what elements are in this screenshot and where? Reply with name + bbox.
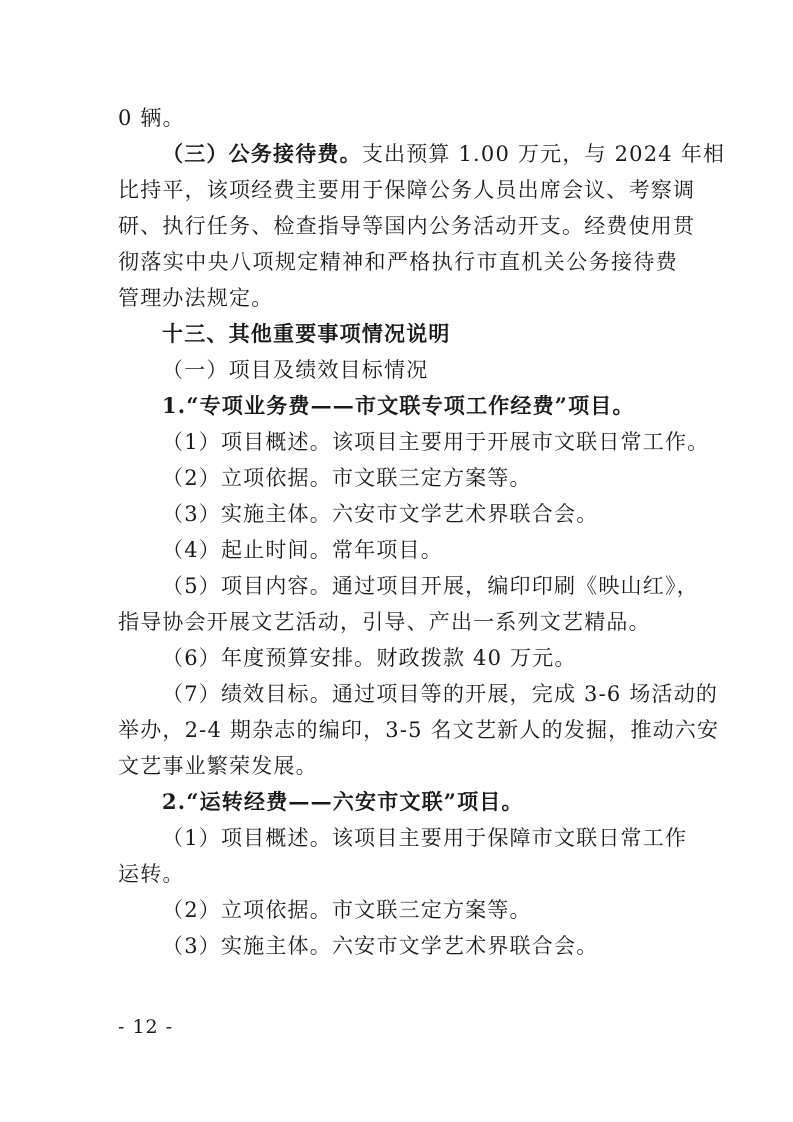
paragraph-reception-fee — [118, 136, 726, 316]
list-item: （3）实施主体。六安市文学艺术界联合会。 — [162, 502, 599, 526]
list-item — [118, 568, 699, 640]
list-item — [118, 676, 720, 784]
list-item: （2）立项依据。市文联三定方案等。 — [162, 466, 532, 490]
list-item: （3）实施主体。六安市文学艺术界联合会。 — [162, 934, 599, 958]
paragraph-line: 比持平，该项经费主要用于保障公务人员出席会议、考察调 — [118, 178, 696, 202]
paragraph-line: （7）绩效目标。通过项目等的开展，完成 3-6 场活动的 — [162, 682, 719, 706]
list-item: （1）项目概述。该项目主要用于开展市文联日常工作。 — [162, 430, 710, 454]
section-lead: （三）公务接待费。 — [162, 141, 362, 166]
paragraph-text: 支出预算 1.00 万元，与 2024 年相 — [361, 142, 726, 166]
paragraph-line: （1）项目概述。该项目主要用于保障市文联日常工作 — [162, 826, 688, 850]
paragraph-line: 运转。 — [118, 862, 185, 886]
paragraph-line: 管理办法规定。 — [118, 286, 274, 310]
paragraph-line: 研、执行任务、检查指导等国内公务活动开支。经费使用贯 — [118, 214, 696, 238]
project-heading: 2.“运转经费——六安市文联”项目。 — [162, 789, 524, 814]
subsection-heading: （一）项目及绩效目标情况 — [162, 358, 429, 382]
paragraph-line: 举办，2-4 期杂志的编印，3-5 名文艺新人的发掘，推动六安 — [118, 718, 720, 742]
project-heading: 1.“专项业务费——市文联专项工作经费”项目。 — [162, 393, 635, 418]
section-heading: 十三、其他重要事项情况说明 — [162, 321, 451, 346]
list-item — [118, 820, 688, 892]
paragraph-line: 指导协会开展文艺活动，引导、产出一系列文艺精品。 — [118, 610, 651, 634]
list-item: （4）起止时间。常年项目。 — [162, 538, 443, 562]
paragraph-line: 0 辆。 — [118, 106, 185, 130]
paragraph-line — [118, 136, 726, 172]
list-item: （6）年度预算安排。财政拨款 40 万元。 — [162, 646, 577, 670]
page-number: - 12 - — [118, 1016, 174, 1038]
document-body — [118, 100, 726, 964]
paragraph-line: 文艺事业繁荣发展。 — [118, 754, 318, 778]
paragraph-line: 彻落实中央八项规定精神和严格执行市直机关公务接待费 — [118, 250, 678, 274]
list-item: （2）立项依据。市文联三定方案等。 — [162, 898, 532, 922]
paragraph-line: （5）项目内容。通过项目开展，编印印刷《映山红》， — [162, 574, 699, 598]
